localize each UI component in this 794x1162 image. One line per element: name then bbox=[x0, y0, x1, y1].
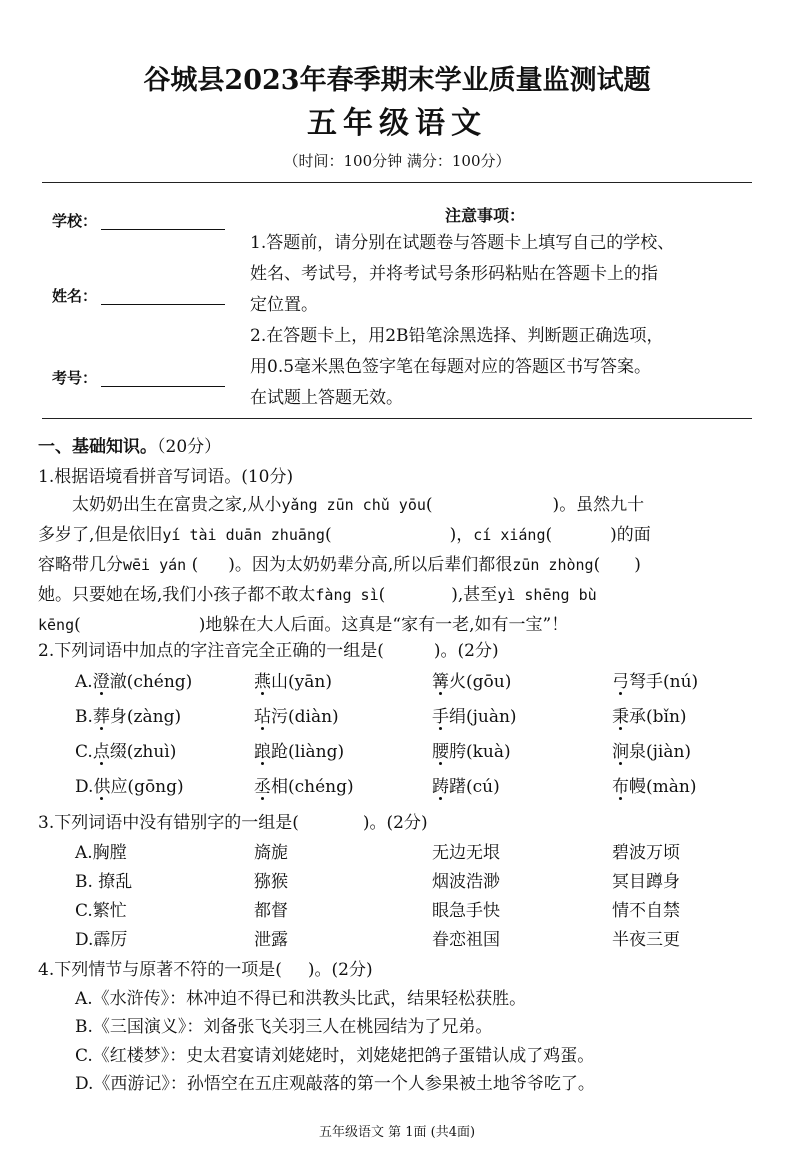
option-cell: 猕猴 bbox=[254, 872, 288, 892]
option-cell: A.胸膛 bbox=[75, 843, 127, 863]
exam-number-label: 考号： bbox=[52, 369, 98, 387]
pinyin: yǎng zūn chǔ yōu bbox=[281, 496, 426, 514]
notice-line: 1.答题前，请分别在试题卷与答题卡上填写自己的学校、 bbox=[250, 233, 675, 253]
q1-text: 多岁了,但是依旧 bbox=[38, 525, 163, 545]
notice-title: 注意事项： bbox=[445, 206, 526, 225]
school-field[interactable] bbox=[52, 210, 225, 231]
notice-line: 定位置。 bbox=[250, 295, 318, 315]
dotted-char: 踌 bbox=[432, 777, 449, 797]
option-cell: 涧泉(jiàn) bbox=[612, 742, 692, 762]
q2-stem-end: )。(2分) bbox=[433, 641, 499, 661]
notice-body bbox=[250, 228, 755, 414]
dotted-char: 澄 bbox=[92, 672, 110, 692]
q1-stem: 1.根据语境看拼音写词语。(10分) bbox=[38, 467, 294, 487]
dotted-char: 涧 bbox=[612, 742, 629, 762]
option-cell: 半夜三更 bbox=[612, 930, 680, 950]
option-cell: 眼急手快 bbox=[432, 901, 500, 921]
school-input-line[interactable] bbox=[101, 228, 225, 230]
dotted-char: 篝 bbox=[432, 672, 449, 692]
option-cell: 腰胯(kuà) bbox=[432, 742, 511, 762]
pinyin: cí xiáng bbox=[473, 526, 546, 544]
q1-passage bbox=[38, 490, 756, 640]
q1-text: 她。只要她在场,我们小孩子都不敢太 bbox=[38, 585, 316, 605]
q4-option-a: A.《水浒传》：林冲迫不得已和洪教头比武，结果轻松获胜。 bbox=[75, 989, 527, 1009]
option-cell: 弓弩手(nú) bbox=[612, 672, 699, 692]
exam-number-input-line[interactable] bbox=[101, 385, 225, 387]
option-cell: A.澄澈(chéng) bbox=[75, 672, 193, 692]
option-cell: 布幔(màn) bbox=[612, 777, 697, 797]
q3-stem-text: 3.下列词语中没有错别字的一组是( bbox=[38, 813, 299, 833]
q4-option-b: B.《三国演义》：刘备张飞关羽三人在桃园结为了兄弟。 bbox=[75, 1017, 493, 1037]
option-cell: 旖旎 bbox=[254, 843, 288, 863]
dotted-char: 布 bbox=[612, 777, 629, 797]
option-cell: C.繁忙 bbox=[75, 901, 127, 921]
pinyin: wēi yán bbox=[123, 556, 187, 574]
option-cell: 玷污(diàn) bbox=[254, 707, 339, 727]
option-cell: 篝火(gōu) bbox=[432, 672, 512, 692]
q1-line-3: 容略带几分wēi yán ( )。因为太奶奶辈分高,所以后辈们都很zūn zhòng( ) bbox=[38, 555, 641, 575]
notice-line: 2.在答题卡上，用2B铅笔涂黑选择、判断题正确选项， bbox=[250, 326, 664, 346]
exam-number-field[interactable] bbox=[52, 367, 225, 388]
q3-stem bbox=[38, 808, 428, 833]
option-cell: 踌躇(cú) bbox=[432, 777, 500, 797]
option-cell: 手绢(juàn) bbox=[432, 707, 517, 727]
page-footer: 五年级语文 第 1面 (共4面) bbox=[318, 1125, 476, 1140]
option-cell: 燕山(yān) bbox=[254, 672, 332, 692]
q1-line-5: kēng( )地躲在大人后面。这真是“家有一老,如有一宝”！ bbox=[38, 615, 569, 635]
option-cell: 都督 bbox=[254, 901, 288, 921]
option-cell: 无边无垠 bbox=[432, 843, 500, 863]
top-divider bbox=[42, 182, 752, 183]
q1-text: ,甚至 bbox=[457, 585, 498, 605]
option-cell: D.供应(gōng) bbox=[75, 777, 184, 797]
q4-stem-end: )。(2分) bbox=[307, 960, 373, 980]
q1-text: 地躲在大人后面。这真是“家有一老,如有一宝”！ bbox=[205, 615, 569, 635]
dotted-char: 玷 bbox=[254, 707, 271, 727]
notice-line: 用0.5毫米黑色签字笔在每题对应的答题区书写答案。 bbox=[250, 357, 652, 377]
section-heading bbox=[38, 432, 221, 457]
option-cell: 眷恋祖国 bbox=[432, 930, 500, 950]
section-heading-text: 一、基础知识。 bbox=[38, 437, 157, 457]
q1-text: 。虽然九十 bbox=[559, 495, 645, 515]
option-cell: 情不自禁 bbox=[612, 901, 680, 921]
q1-text: 容略带几分 bbox=[38, 555, 123, 575]
subject-title: 五年级语文 bbox=[307, 106, 487, 141]
section-points: （20分） bbox=[157, 437, 222, 457]
option-cell: 泄露 bbox=[254, 930, 288, 950]
pinyin: fàng sì bbox=[315, 586, 379, 604]
exam-title: 谷城县2023年春季期末学业质量监测试题 bbox=[143, 65, 651, 96]
dotted-char: 弓 bbox=[612, 672, 629, 692]
option-cell: 烟波浩渺 bbox=[432, 872, 500, 892]
dotted-char: 燕 bbox=[254, 672, 271, 692]
q4-option-c: C.《红楼梦》：史太君宴请刘姥姥时，刘姥姥把鸽子蛋错认成了鸡蛋。 bbox=[75, 1046, 595, 1066]
option-cell: B.葬身(zàng) bbox=[75, 707, 182, 727]
option-cell: 碧波万顷 bbox=[612, 843, 680, 863]
name-field[interactable] bbox=[52, 285, 225, 306]
q2-stem-text: 2.下列词语中加点的字注音完全正确的一组是( bbox=[38, 641, 384, 661]
dotted-char: 丞 bbox=[254, 777, 271, 797]
q1-line-4: 她。只要她在场,我们小孩子都不敢太fàng sì( ),甚至yì shēng bù bbox=[38, 585, 597, 605]
option-cell: B. 撩乱 bbox=[75, 872, 133, 892]
pinyin: kēng bbox=[38, 616, 75, 634]
school-label: 学校： bbox=[52, 212, 98, 230]
notice-line: 姓名、考试号，并将考试号条形码粘贴在答题卡上的指 bbox=[250, 264, 658, 284]
option-cell: 冥目蹲身 bbox=[612, 872, 680, 892]
exam-time-info: （时间：100分钟 满分：100分） bbox=[283, 152, 511, 170]
option-cell: C.点缀(zhuì) bbox=[75, 742, 177, 762]
q4-option-d: D.《西游记》：孙悟空在五庄观敲落的第一个人参果被土地爷爷吃了。 bbox=[75, 1074, 595, 1094]
option-cell: D.霹厉 bbox=[75, 930, 128, 950]
pinyin: yí tài duān zhuāng bbox=[162, 526, 325, 544]
q1-text: 。因为太奶奶辈分高,所以后辈们都很 bbox=[234, 555, 513, 575]
dotted-char: 秉 bbox=[612, 707, 629, 727]
q4-stem-text: 4.下列情节与原著不符的一项是( bbox=[38, 960, 282, 980]
dotted-char: 点 bbox=[92, 742, 110, 762]
q1-line-2: 多岁了,但是依旧yí tài duān zhuāng( )，cí xiáng( )的面 bbox=[38, 525, 651, 545]
dotted-char: 腰 bbox=[432, 742, 449, 762]
q1-text: 的面 bbox=[616, 525, 651, 545]
dotted-char: 供 bbox=[93, 777, 111, 797]
dotted-char: 踉 bbox=[254, 742, 271, 762]
q1-text: ， bbox=[456, 525, 474, 545]
pinyin: yì shēng bù bbox=[497, 586, 597, 604]
bottom-divider bbox=[42, 418, 752, 419]
pinyin: zūn zhòng bbox=[512, 556, 594, 574]
q2-stem bbox=[38, 636, 499, 661]
q1-line-1: 太奶奶出生在富贵之家,从小yǎng zūn chǔ yōu( )。虽然九十 bbox=[72, 495, 645, 515]
q1-text: 太奶奶出生在富贵之家,从小 bbox=[72, 495, 282, 515]
option-cell: 秉承(bǐn) bbox=[612, 707, 687, 727]
name-input-line[interactable] bbox=[101, 303, 225, 305]
dotted-char: 葬 bbox=[92, 707, 110, 727]
option-cell: 丞相(chéng) bbox=[254, 777, 354, 797]
option-cell: 踉跄(liàng) bbox=[254, 742, 345, 762]
dotted-char: 手 bbox=[432, 707, 449, 727]
name-label: 姓名： bbox=[52, 287, 98, 305]
notice-line: 在试题上答题无效。 bbox=[250, 388, 403, 408]
q3-stem-end: )。(2分) bbox=[362, 813, 428, 833]
q4-stem bbox=[38, 955, 373, 980]
